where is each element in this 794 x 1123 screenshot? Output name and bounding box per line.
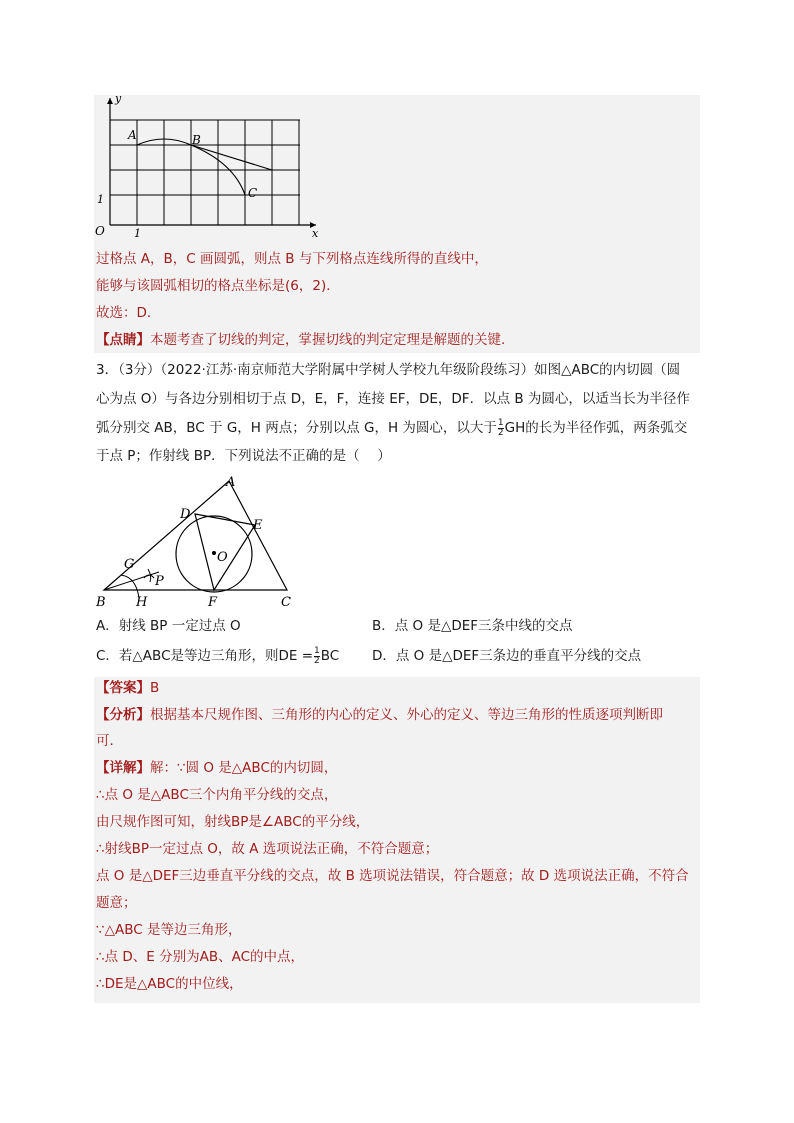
answer-value: B (150, 680, 160, 696)
label-f: F (208, 595, 218, 610)
label-h: H (136, 595, 148, 610)
answer-line (96, 678, 159, 698)
comment-tag: 【点睛】 (96, 332, 150, 348)
option-d: D．点 O 是△DEF三条边的垂直平分线的交点 (372, 648, 642, 664)
analysis-line-1 (96, 705, 663, 725)
label-b: B (96, 595, 106, 610)
analysis-line-2: 可． (96, 733, 123, 749)
triangle-figure (92, 472, 307, 610)
option-c-fraction (314, 647, 320, 666)
question-line-3 (96, 418, 687, 438)
label-c: C (281, 595, 291, 610)
question-line-4: 于点 P；作射线 BP．下列说法不正确的是（ ） (96, 448, 391, 464)
detail-line-7: ∵△ABC 是等边三角形， (96, 922, 242, 938)
x-axis-label: x (312, 227, 319, 238)
label-g: G (124, 557, 135, 572)
label-d: D (180, 507, 191, 522)
question-line-2: 心为点 O）与各边分别相切于点 D，E，F，连接 EF，DE，DF．以点 B 为圆心，以适当长为半径作 (96, 391, 690, 407)
tangent-line (191, 145, 272, 170)
question-line-1: 3．（3分）（2022·江苏·南京师范大学附属中学树人学校九年级阶段练习）如图△ABC的内切圆（圆 (96, 362, 681, 378)
detail-line-6: 题意； (96, 895, 137, 911)
point-a-label: A (128, 128, 137, 142)
grid-figure (94, 93, 324, 238)
analysis-text: 根据基本尺规作图、三角形的内心的定义、外心的定义、等边三角形的性质逐项判断即 (150, 707, 663, 723)
option-b: B．点 O 是△DEF三条中线的交点 (372, 618, 573, 634)
comment-line (96, 330, 505, 350)
answer-tag: 【答案】 (96, 680, 150, 696)
option-c-before: C．若△ABC是等边三角形，则DE = (96, 648, 314, 664)
frac-den: 2 (497, 427, 504, 438)
point-b-label: B (192, 133, 201, 147)
detail-line-8: ∴点 D、E 分别为AB、AC的中点， (96, 949, 305, 965)
point-c-label: C (248, 186, 258, 200)
solution-line-1: 过格点 A，B，C 画圆弧，则点 B 与下列格点连线所得的直线中， (96, 251, 488, 267)
detail-line-9: ∴DE是△ABC的中位线， (96, 976, 243, 992)
origin-label: O (95, 224, 105, 238)
comment-text: 本题考查了切线的判定，掌握切线的判定定理是解题的关键. (150, 332, 506, 348)
detail-line-4: ∴射线BP一定过点 O，故 A 选项说法正确，不符合题意； (96, 841, 439, 857)
label-p: P (155, 574, 164, 589)
detail-line-5: 点 O 是△DEF三边垂直平分线的交点，故 B 选项说法错误，符合题意；故 D 选项说法正确，不符合 (96, 868, 689, 884)
detail-line-3: 由尺规作图可知，射线BP是∠ABC的平分线， (96, 814, 370, 830)
question-line-3-before: 弧分别交 AB，BC 于 G，H 两点；分别以点 G，H 为圆心，以大于 (96, 420, 497, 436)
solution-line-2: 能够与该圆弧相切的格点坐标是(6，2)． (96, 278, 340, 294)
label-e: E (253, 518, 263, 533)
fraction-half (498, 419, 504, 438)
label-a: A (226, 475, 236, 490)
option-c (96, 646, 339, 666)
x-unit-label: 1 (134, 227, 141, 238)
y-axis-label: y (115, 93, 122, 105)
center-dot (212, 551, 216, 555)
detail-tag: 【详解】 (96, 760, 150, 776)
detail-line-2: ∴点 O 是△ABC三个内角平分线的交点， (96, 787, 338, 803)
option-c-num: 1 (314, 645, 320, 656)
option-c-den: 2 (314, 655, 320, 666)
option-a: A．射线 BP 一定过点 O (96, 618, 241, 634)
label-o: O (217, 550, 228, 565)
y-unit-label: 1 (97, 193, 104, 206)
solution-line-3: 故选：D． (96, 305, 161, 321)
option-c-after: BC (320, 648, 340, 664)
detail-line-1 (96, 758, 337, 778)
detail-text-1: 解：∵圆 O 是△ABC的内切圆， (150, 760, 338, 776)
analysis-tag: 【分析】 (96, 707, 150, 723)
triangle-abc (104, 481, 287, 590)
frac-num: 1 (497, 417, 504, 428)
question-line-3-after: GH的长为半径作弧，两条弧交 (504, 420, 688, 436)
